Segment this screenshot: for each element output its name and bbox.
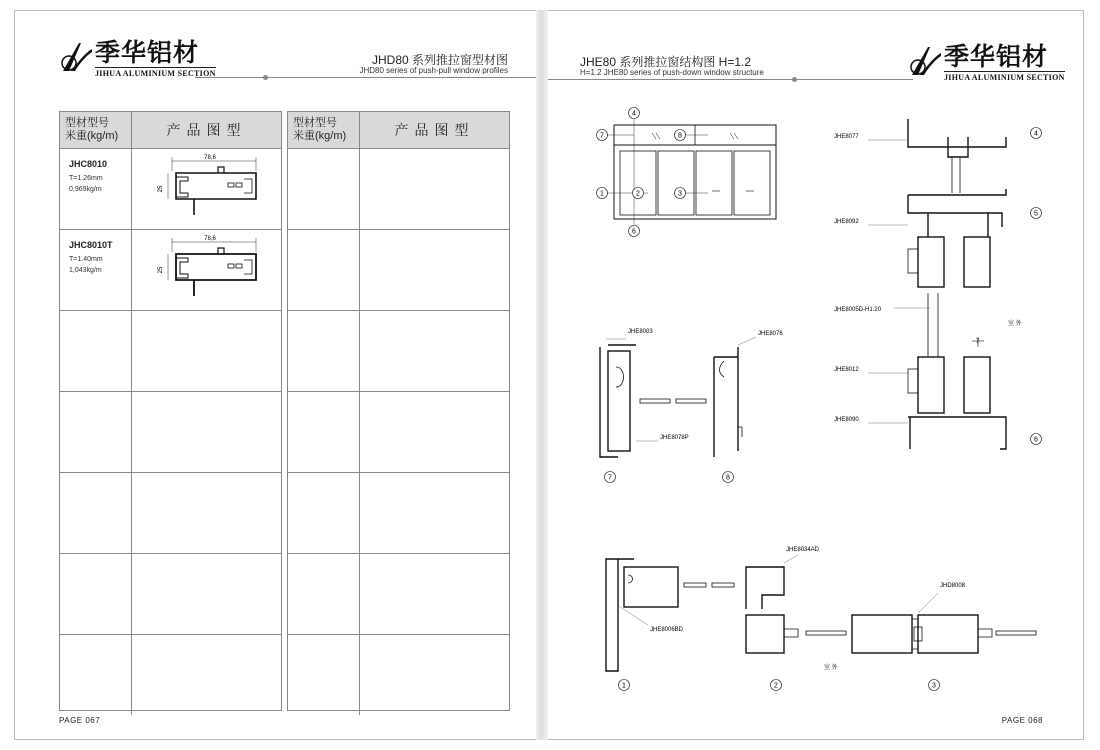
vertical-section [908,119,1006,449]
callout-3-section: 3 [932,682,936,690]
brand-name-cn: 季华铝材 [944,42,1049,71]
brand-name-en: JIHUA ALUMINIUM SECTION [944,73,1065,82]
label-jhe8092: JHE8092 [834,219,859,225]
structure-drawings [548,97,1082,717]
profile-table-left [59,111,282,711]
label-jhd8008: JHD8008 [940,583,966,589]
brand-logo-right [908,43,1065,82]
profile-name: JHC8010 [69,159,108,169]
table-header [60,112,281,149]
table-row [60,635,281,715]
table-header [288,112,509,149]
label-jhe8077: JHE8077 [834,134,859,140]
page-number-right: PAGE 068 [1001,716,1043,725]
header-dot-right [792,77,797,82]
col-header-picture: 产品图型 [166,122,247,138]
table-row [288,149,509,230]
window-elevation [606,119,776,225]
label-jhe8012: JHE8012 [834,367,859,373]
callout-6: 6 [632,228,636,236]
callout-3: 3 [678,190,682,198]
profile-weight: 0,969kg/m [69,186,102,193]
left-page-title: JHD80 系列推拉窗型材图 [371,53,508,67]
profile-weight: 1,043kg/m [69,267,102,274]
table-row [60,554,281,635]
brand-name-en: JIHUA ALUMINIUM SECTION [95,69,216,78]
page-number-left: PAGE 067 [59,716,101,725]
dim-height-label: 25 [158,266,164,274]
header-dot-left [263,75,268,80]
brand-logo-left [59,39,216,78]
callout-1-section: 1 [622,682,626,690]
brand-name-cn: 季华铝材 [95,38,200,67]
table-row [60,149,281,230]
label-jhe8006bd: JHE8006BD [650,627,684,633]
table-row [288,554,509,635]
profile-table-right [287,111,510,711]
profile-drawing-jhc8010t [132,230,280,308]
profile-name: JHC8010T [69,240,113,250]
dim-height-label: 25 [158,185,164,193]
callout-7: 7 [600,132,604,140]
callout-2-section: 2 [774,682,778,690]
table-row [60,311,281,392]
dim-width-label: 78,6 [204,155,216,161]
col-header-weight: 米重(kg/m) [293,130,347,142]
profile-thickness: T=1.26mm [69,175,103,182]
callout-4-section: 4 [1034,130,1038,138]
col-header-weight: 米重(kg/m) [65,130,119,142]
right-page [548,10,1084,740]
col-header-model: 型材型号 [293,117,337,129]
table-row [288,311,509,392]
left-page-subtitle: JHD80 series of push-pull window profiles [359,66,508,75]
label-jhe8076: JHE8076 [758,331,783,337]
callout-8-section: 8 [726,474,730,482]
callout-4: 4 [632,110,636,118]
table-row [60,392,281,473]
callout-5-section: 5 [1034,210,1038,218]
label-jhe8078p: JHE8078P [660,435,689,441]
profile-thickness: T=1.40mm [69,256,103,263]
callout-2: 2 [636,190,640,198]
left-page [14,10,536,740]
label-jhe8005d: JHE8005D-H1.20 [834,307,882,313]
label-outdoor-horizontal: 室 外 [824,665,838,671]
table-row [288,392,509,473]
callout-8: 8 [678,132,682,140]
callout-7-section: 7 [608,474,612,482]
brand-emblem-icon [59,39,93,73]
dim-width-label: 78,6 [204,236,216,242]
right-page-subtitle: H=1.2 JHE80 series of push-down window structure [580,68,764,77]
header-rule-right [548,79,913,80]
col-header-picture: 产品图型 [394,122,475,138]
header-rule-left [195,77,536,78]
table-row [288,635,509,715]
label-outdoor-vertical: 室 外 [1008,321,1022,327]
col-header-model: 型材型号 [65,117,109,129]
table-row [60,230,281,311]
label-jhe8090: JHE8090 [834,417,859,423]
brand-emblem-icon [908,43,942,77]
callout-6-section: 6 [1034,436,1038,444]
callout-1: 1 [600,190,604,198]
book-spine [535,10,548,740]
horizontal-section [606,559,1036,671]
right-page-title: JHE80 系列推拉窗结构图 H=1.2 [580,55,752,69]
table-row [60,473,281,554]
label-jhe8003: JHE8003 [628,329,653,335]
profile-drawing-jhc8010 [132,149,280,227]
table-row [288,230,509,311]
label-dim-7: 7 [976,339,980,345]
label-jhe8034ad: JHE8034AD [786,547,820,553]
table-row [288,473,509,554]
